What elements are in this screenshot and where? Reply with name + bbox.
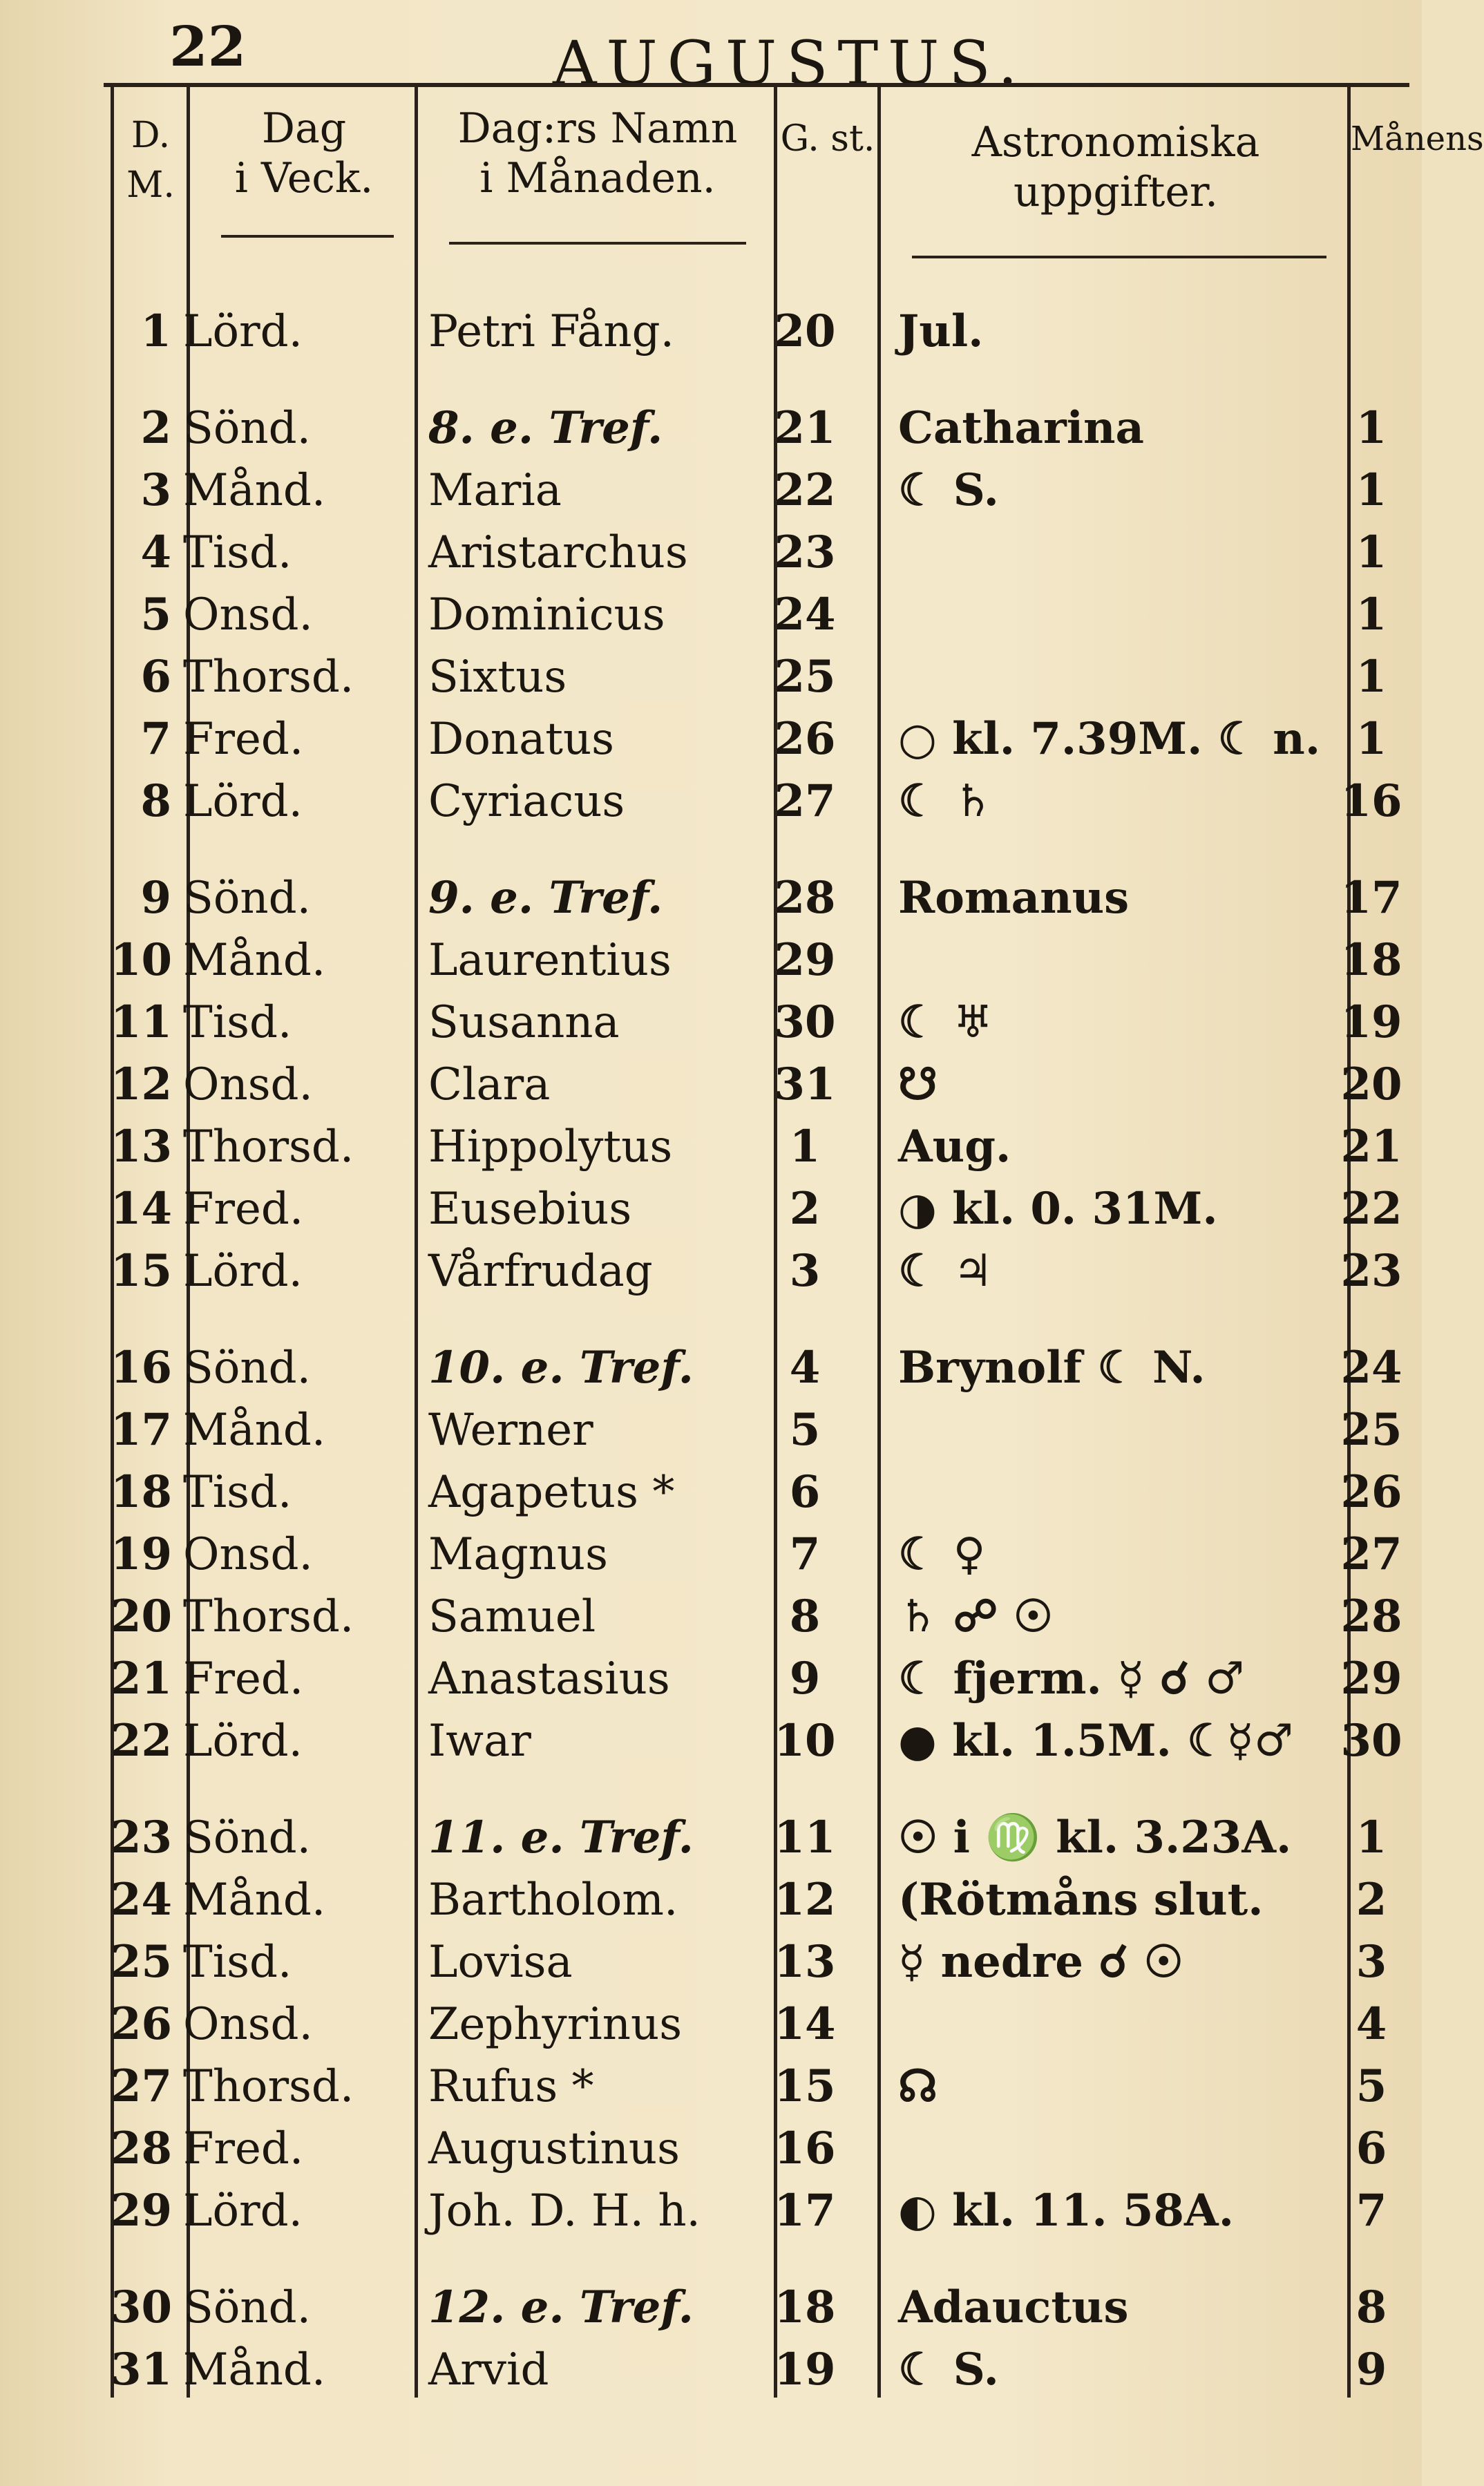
row-astro: ◑ kl. 0. 31M. (898, 1183, 1218, 1235)
row-name: Iwar (428, 1716, 531, 1767)
row-weekday: Månd. (183, 935, 326, 986)
row-moon-age: 26 (1340, 1466, 1402, 1518)
row-astro: ☾ ♅ (898, 996, 993, 1048)
header-rule (912, 256, 1326, 258)
row-name: Joh. D. H. h. (428, 2185, 701, 2237)
row-day: 5 (140, 589, 171, 641)
row-weekday: Sönd. (183, 1812, 311, 1863)
row-name: Aristarchus (428, 527, 688, 578)
row-astro: Aug. (898, 1121, 1011, 1173)
row-julian: 14 (774, 1998, 836, 2050)
row-julian: 21 (774, 402, 836, 454)
row-julian: 23 (774, 526, 836, 578)
row-moon-age: 1 (1355, 402, 1387, 454)
row-astro: ♄ ☍ ☉ (898, 1591, 1054, 1642)
row-weekday: Fred. (183, 1184, 304, 1235)
row-julian: 28 (774, 872, 836, 924)
row-moon-age: 4 (1355, 1998, 1387, 2050)
row-julian: 4 (789, 1342, 821, 1394)
row-name: Samuel (428, 1591, 596, 1642)
row-weekday: Thorsd. (183, 2061, 354, 2112)
row-day: 31 (111, 2344, 173, 2395)
header-day: D. M. (126, 115, 175, 206)
row-moon-age: 24 (1340, 1342, 1402, 1394)
row-astro: Adauctus (898, 2281, 1129, 2333)
row-name: Magnus (428, 1529, 608, 1580)
row-moon-age: 17 (1340, 872, 1402, 924)
header-astro-line1: Astronomiska (971, 118, 1260, 167)
row-astro: ☾ S. (898, 2344, 999, 2395)
row-name: Vårfrudag (428, 1246, 653, 1297)
row-name: Hippolytus (428, 1121, 673, 1173)
row-weekday: Onsd. (183, 589, 313, 641)
row-moon-age: 2 (1355, 1874, 1387, 1926)
row-weekday: Månd. (183, 1875, 326, 1926)
row-moon-age: 28 (1340, 1591, 1402, 1642)
row-day: 1 (140, 305, 171, 357)
row-julian: 8 (789, 1591, 821, 1642)
row-astro: Catharina (898, 402, 1144, 454)
row-day: 7 (140, 713, 171, 765)
row-name: Maria (428, 465, 562, 516)
row-weekday: Tisd. (183, 527, 292, 578)
row-weekday: Fred. (183, 714, 304, 765)
row-name: Lovisa (428, 1937, 573, 1988)
row-astro: ☉ i ♍ kl. 3.23A. (898, 1812, 1292, 1863)
row-day: 22 (111, 1715, 173, 1767)
row-weekday: Tisd. (183, 997, 292, 1048)
row-day: 27 (111, 2060, 173, 2112)
row-name: Susanna (428, 997, 620, 1048)
row-astro: ☾ ♃ (898, 1245, 993, 1297)
row-day: 20 (111, 1591, 173, 1642)
row-moon-age: 21 (1340, 1121, 1402, 1173)
row-name: Cyriacus (428, 776, 625, 827)
row-name: Anastasius (428, 1653, 670, 1705)
row-weekday: Fred. (183, 2123, 304, 2174)
row-moon-age: 8 (1355, 2281, 1387, 2333)
row-weekday: Lörd. (183, 1716, 303, 1767)
row-julian: 13 (774, 1936, 836, 1988)
row-moon-age: 27 (1340, 1528, 1402, 1580)
row-moon-age: 9 (1355, 2344, 1387, 2395)
row-moon-age: 20 (1340, 1059, 1402, 1110)
row-julian: 27 (774, 775, 836, 827)
row-name: Agapetus * (428, 1467, 675, 1518)
row-weekday: Thorsd. (183, 1121, 354, 1173)
row-day: 24 (111, 1874, 173, 1926)
row-weekday: Thorsd. (183, 652, 354, 703)
header-rule (449, 242, 746, 245)
row-julian: 16 (774, 2123, 836, 2174)
row-day: 12 (111, 1059, 173, 1110)
row-day: 23 (111, 1812, 173, 1863)
row-moon-age: 19 (1340, 996, 1402, 1048)
row-weekday: Månd. (183, 2344, 326, 2395)
row-day: 15 (111, 1245, 173, 1297)
row-julian: 6 (789, 1466, 821, 1518)
row-day: 3 (140, 464, 171, 516)
row-day: 25 (111, 1936, 173, 1988)
row-weekday: Månd. (183, 1405, 326, 1456)
row-day: 9 (140, 872, 171, 924)
column-divider (877, 83, 881, 2398)
row-weekday: Tisd. (183, 1937, 292, 1988)
row-julian: 15 (774, 2060, 836, 2112)
row-astro: ☾ S. (898, 464, 999, 516)
row-moon-age: 1 (1355, 526, 1387, 578)
row-julian: 1 (789, 1121, 821, 1173)
row-julian: 17 (774, 2185, 836, 2237)
row-name: Dominicus (428, 589, 665, 641)
row-day: 8 (140, 775, 171, 827)
row-name: 8. e. Tref. (428, 402, 663, 454)
header-name-line2: i Månaden. (479, 154, 716, 202)
row-day: 6 (140, 651, 171, 703)
row-julian: 2 (789, 1183, 821, 1235)
top-rule (104, 83, 1409, 87)
row-day: 4 (140, 526, 171, 578)
row-name: 9. e. Tref. (428, 872, 663, 924)
row-name: 12. e. Tref. (428, 2281, 694, 2333)
row-julian: 18 (774, 2281, 836, 2333)
row-moon-age: 29 (1340, 1653, 1402, 1705)
row-weekday: Onsd. (183, 1999, 313, 2050)
row-moon-age: 7 (1355, 2185, 1387, 2237)
page-number: 22 (169, 14, 247, 79)
row-moon-age: 1 (1355, 589, 1387, 641)
row-moon-age: 5 (1355, 2060, 1387, 2112)
row-moon-age: 3 (1355, 1936, 1387, 1988)
column-divider (415, 83, 418, 2398)
row-julian: 10 (774, 1715, 836, 1767)
header-astro (884, 117, 1347, 217)
row-weekday: Lörd. (183, 2185, 303, 2237)
row-julian: 22 (774, 464, 836, 516)
row-weekday: Sönd. (183, 403, 311, 454)
row-astro: ● kl. 1.5M. ☾☿♂ (898, 1715, 1294, 1767)
row-name: 10. e. Tref. (428, 1342, 694, 1394)
row-moon-age: 1 (1355, 713, 1387, 765)
row-day: 19 (111, 1528, 173, 1580)
row-julian: 11 (774, 1812, 836, 1863)
row-day: 21 (111, 1653, 173, 1705)
row-moon-age: 1 (1355, 464, 1387, 516)
row-day: 14 (111, 1183, 173, 1235)
header-weekday (193, 104, 415, 203)
row-moon-age: 25 (1340, 1404, 1402, 1456)
header-weekday-line1: Dag (261, 104, 347, 153)
row-name: Donatus (428, 714, 614, 765)
row-moon-age: 22 (1340, 1183, 1402, 1235)
row-moon-age: 30 (1340, 1715, 1402, 1767)
row-day: 17 (111, 1404, 173, 1456)
row-name: Sixtus (428, 652, 567, 703)
header-moon: Månens (1351, 120, 1484, 158)
row-day: 13 (111, 1121, 173, 1173)
row-julian: 19 (774, 2344, 836, 2395)
row-astro: ○ kl. 7.39M. ☾ n. (898, 713, 1321, 765)
row-julian: 5 (789, 1404, 821, 1456)
header-astro-line2: uppgifter. (1013, 168, 1219, 216)
row-name: Werner (428, 1405, 593, 1456)
row-name: 11. e. Tref. (428, 1812, 694, 1863)
row-moon-age: 1 (1355, 651, 1387, 703)
row-weekday: Lörd. (183, 1246, 303, 1297)
row-astro: ☿ nedre ☌ ☉ (898, 1936, 1183, 1988)
row-astro: ☾ ♀ (898, 1528, 986, 1580)
row-day: 28 (111, 2123, 173, 2174)
row-weekday: Sönd. (183, 873, 311, 924)
row-julian: 24 (774, 589, 836, 641)
row-astro: ☊ (898, 2060, 938, 2112)
row-name: Bartholom. (428, 1875, 678, 1926)
row-name: Eusebius (428, 1184, 632, 1235)
row-weekday: Tisd. (183, 1467, 292, 1518)
row-julian: 29 (774, 934, 836, 986)
row-julian: 20 (774, 305, 836, 357)
header-rule (221, 235, 394, 238)
row-astro: Brynolf ☾ N. (898, 1342, 1206, 1394)
row-julian: 12 (774, 1874, 836, 1926)
row-julian: 9 (789, 1653, 821, 1705)
row-julian: 3 (789, 1245, 821, 1297)
row-astro: Jul. (898, 305, 984, 357)
row-name: Arvid (428, 2344, 549, 2395)
row-name: Laurentius (428, 935, 672, 986)
row-julian: 31 (774, 1059, 836, 1110)
row-weekday: Onsd. (183, 1059, 313, 1110)
row-weekday: Sönd. (183, 1342, 311, 1394)
header-name-line1: Dag:rs Namn (457, 104, 738, 153)
row-day: 16 (111, 1342, 173, 1394)
row-day: 2 (140, 402, 171, 454)
header-weekday-line2: i Veck. (234, 154, 374, 202)
row-astro: ☾ fjerm. ☿ ☌ ♂ (898, 1653, 1245, 1705)
row-astro: ☋ (898, 1059, 938, 1110)
row-name: Clara (428, 1059, 551, 1110)
row-weekday: Onsd. (183, 1529, 313, 1580)
row-day: 11 (111, 996, 173, 1048)
row-name: Petri Fång. (428, 306, 674, 357)
row-day: 29 (111, 2185, 173, 2237)
row-moon-age: 6 (1355, 2123, 1387, 2174)
row-astro: (Rötmåns slut. (898, 1874, 1264, 1926)
header-julian: G. st. (780, 118, 875, 160)
row-day: 30 (111, 2281, 173, 2333)
row-moon-age: 23 (1340, 1245, 1402, 1297)
row-weekday: Månd. (183, 465, 326, 516)
row-astro: ◐ kl. 11. 58A. (898, 2185, 1234, 2237)
row-moon-age: 1 (1355, 1812, 1387, 1863)
row-weekday: Sönd. (183, 2282, 311, 2333)
row-julian: 26 (774, 713, 836, 765)
row-julian: 30 (774, 996, 836, 1048)
row-day: 26 (111, 1998, 173, 2050)
month-title: AUGUSTUS. (553, 28, 1027, 99)
row-astro: Romanus (898, 872, 1130, 924)
row-moon-age: 18 (1340, 934, 1402, 986)
row-weekday: Lörd. (183, 306, 303, 357)
row-name: Zephyrinus (428, 1999, 683, 2050)
row-astro: ☾ ♄ (898, 775, 993, 827)
row-weekday: Fred. (183, 1653, 304, 1705)
row-weekday: Lörd. (183, 776, 303, 827)
row-julian: 7 (789, 1528, 821, 1580)
header-name (421, 104, 774, 203)
row-moon-age: 16 (1340, 775, 1402, 827)
row-weekday: Thorsd. (183, 1591, 354, 1642)
row-day: 18 (111, 1466, 173, 1518)
row-julian: 25 (774, 651, 836, 703)
row-name: Augustinus (428, 2123, 680, 2174)
row-name: Rufus * (428, 2061, 594, 2112)
row-day: 10 (111, 934, 173, 986)
